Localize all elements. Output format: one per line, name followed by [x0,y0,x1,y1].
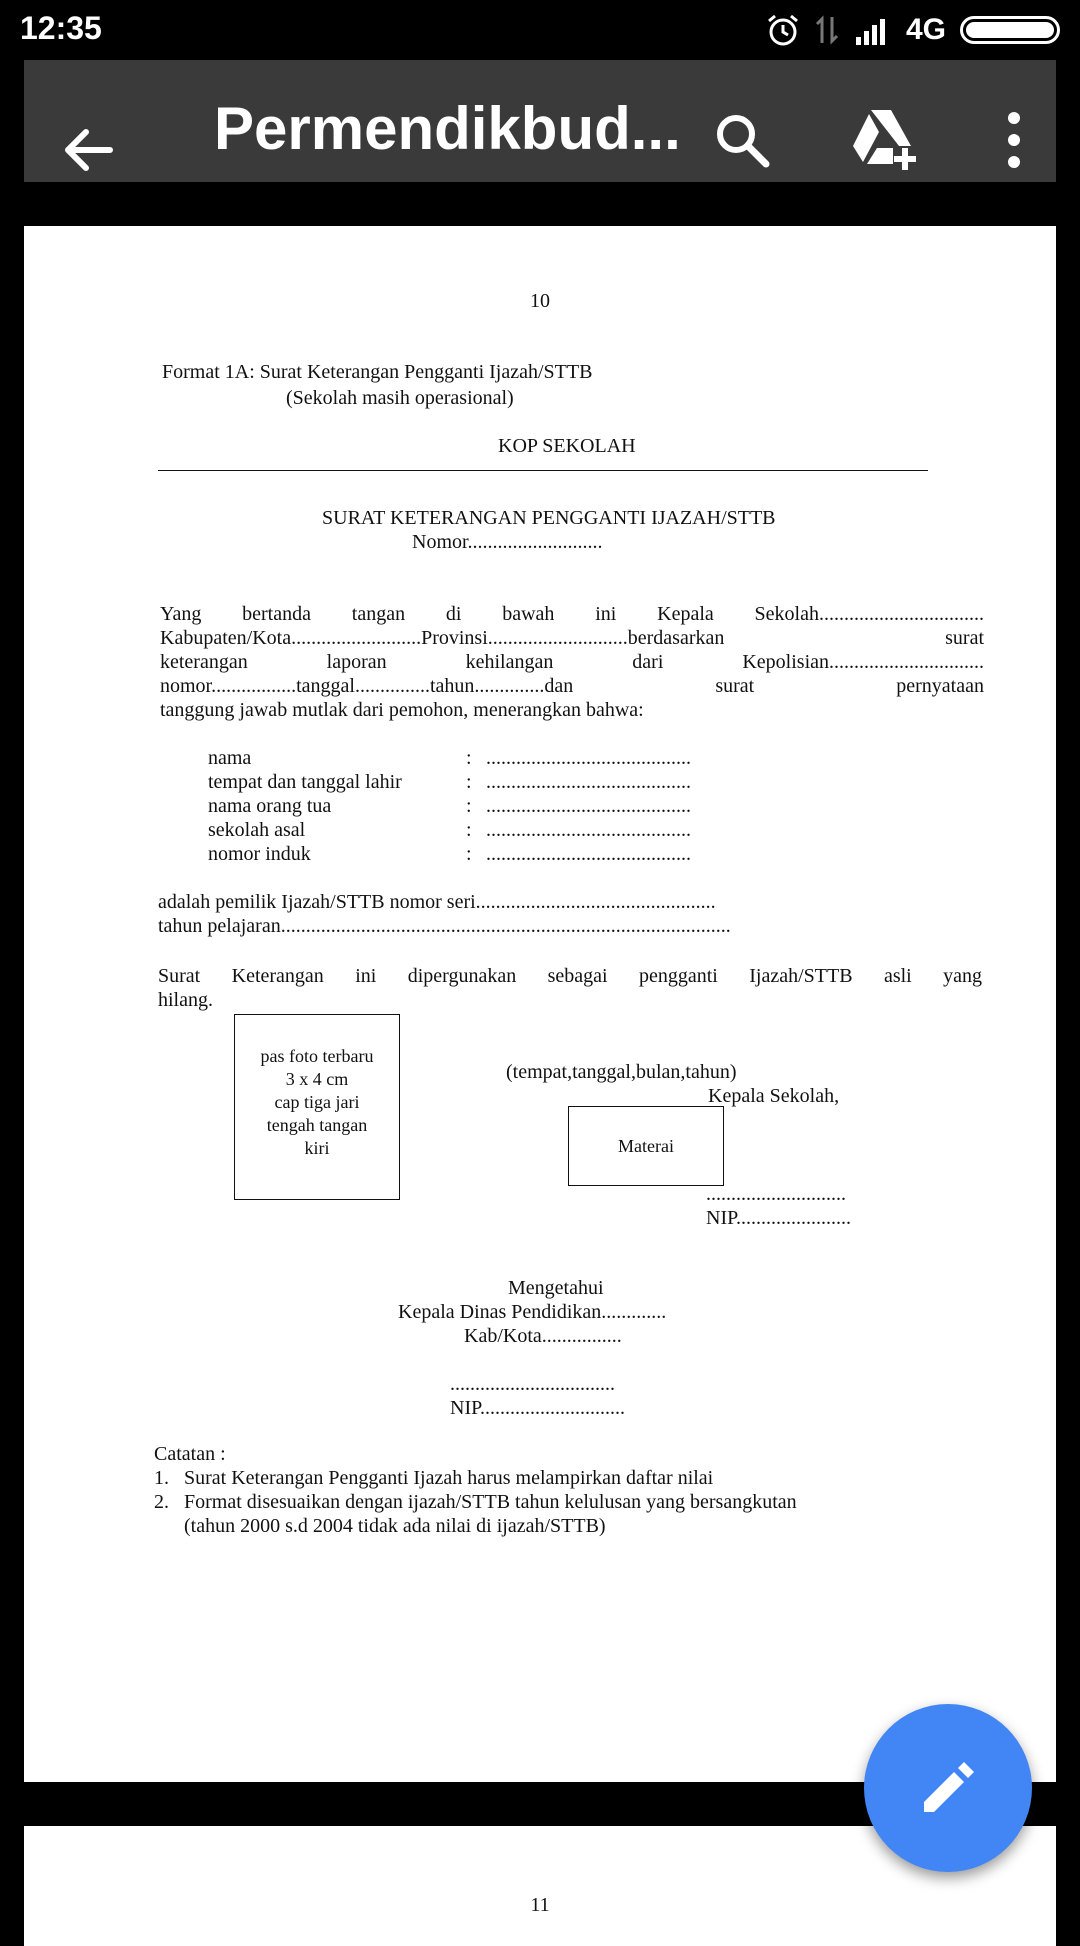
photo-box-line: 3 x 4 cm [285,1069,349,1089]
field-value: ......................................... [486,747,691,769]
field-value: ......................................... [486,843,691,865]
catatan-item: Surat Keterangan Pengganti Ijazah harus melampirkan daftar nilai [184,1467,714,1489]
photo-box-line: tengah tangan [266,1115,368,1135]
field-colon: : [466,795,472,817]
owner-line-1: adalah pemilik Ijazah/STTB nomor seri................................................ [158,891,716,913]
page-number: 11 [530,1894,550,1916]
signal-icon [854,15,892,45]
add-to-drive-icon[interactable] [844,100,924,180]
para-line: Kabupaten/Kota..........................Provinsi............................berdasarkan surat [160,627,984,649]
status-time: 12:35 [20,10,102,46]
dinas-signature-dots: ................................. [450,1373,615,1395]
battery-icon [960,16,1060,44]
photo-box-line: cap tiga jari [274,1092,360,1112]
status-bar [0,0,1080,60]
kop-divider [158,470,928,471]
photo-box-line: pas foto terbaru [260,1046,374,1066]
catatan-title: Catatan : [154,1443,226,1465]
search-icon[interactable] [702,100,782,180]
para-line: Yang bertanda tangan di bawah ini Kepala Sekolah................................. [160,603,984,625]
signature-dots: ............................ [706,1183,846,1205]
status-icons [766,12,1060,48]
page-number: 10 [530,290,550,312]
usage-line-1: Surat Keterangan ini dipergunakan sebagai pengganti Ijazah/STTB asli yang [158,965,982,987]
document-page-10 [24,226,1056,1782]
field-value: ......................................... [486,819,691,841]
field-colon: : [466,747,472,769]
kop-sekolah: KOP SEKOLAH [498,435,636,457]
app-bar [24,60,1056,182]
para-line: nomor.................tanggal...............tahun..............dan surat pernyataan [160,675,984,697]
document-title: Permendikbud... [214,95,681,162]
field-colon: : [466,771,472,793]
catatan-continuation: (tahun 2000 s.d 2004 tidak ada nilai di ijazah/STTB) [184,1515,606,1537]
doc-nomor: Nomor........................... [412,531,603,553]
para-line: keterangan laporan kehilangan dari Kepolisian............................... [160,651,984,673]
usage-line-2: hilang. [158,989,213,1011]
kab-kota: Kab/Kota................ [464,1325,622,1347]
field-value: ......................................... [486,771,691,793]
catatan-num: 2. [154,1491,169,1513]
field-label: nama orang tua [208,795,332,817]
data-transfer-icon [814,13,840,47]
photo-box [234,1014,400,1200]
field-colon: : [466,819,472,841]
field-label: tempat dan tanggal lahir [208,771,402,793]
para-line: tanggung jawab mutlak dari pemohon, menerangkan bahwa: [160,699,644,721]
field-label: nomor induk [208,843,311,865]
alarm-icon [766,13,800,47]
materai-box: Materai [568,1106,724,1186]
kepala-dinas: Kepala Dinas Pendidikan............. [398,1301,667,1323]
field-label: sekolah asal [208,819,306,841]
catatan-item: Format disesuaikan dengan ijazah/STTB tahun kelulusan yang bersangkutan [184,1491,797,1513]
kepala-sekolah-label: Kepala Sekolah, [708,1085,840,1107]
place-date: (tempat,tanggal,bulan,tahun) [506,1061,737,1083]
signature-nip: NIP....................... [706,1207,852,1229]
photo-box-line: kiri [304,1138,330,1158]
field-colon: : [466,843,472,865]
format-line-1: Format 1A: Surat Keterangan Pengganti Ijazah/STTB [162,361,593,383]
catatan-num: 1. [154,1467,169,1489]
field-label: nama [208,747,252,769]
doc-heading: SURAT KETERANGAN PENGGANTI IJAZAH/STTB [322,507,776,529]
network-type: 4G [905,13,946,46]
back-arrow-icon[interactable] [48,110,128,190]
more-vert-icon[interactable] [974,100,1054,180]
edit-fab-button[interactable] [864,1704,1032,1872]
mengetahui: Mengetahui [508,1277,604,1299]
dinas-nip: NIP............................. [450,1397,626,1419]
format-line-2: (Sekolah masih operasional) [286,387,514,409]
field-value: ......................................... [486,795,691,817]
owner-line-2: tahun pelajaran.......................................................................................... [158,915,731,937]
edit-pencil-icon [916,1756,980,1820]
